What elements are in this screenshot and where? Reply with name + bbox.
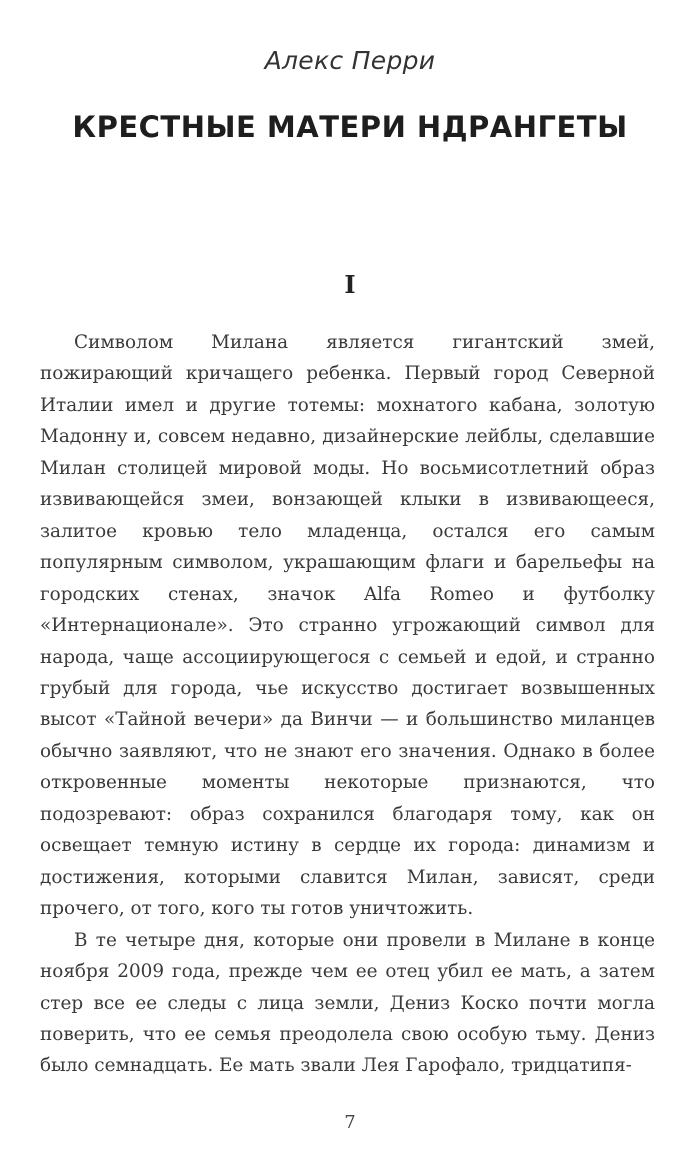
author-name: Алекс Перри xyxy=(264,46,436,75)
chapter-number: I xyxy=(344,270,356,299)
paragraph: Символом Милана является гигантский змей, пожирающий кричащего ребенка. Первый город Северной Италии имел и другие тотемы: мохнатого кабана, золотую Мадонну и, совсем недавно, дизайнерские лейблы, сделавшие Милан столицей мировой моды. Но восьмисотлетний образ извивающейся змеи, вонзающей клыки в извивающееся, залитое кровью тело младенца, остался его самым популярным символом, украшающим флаги и барельефы на городских стенах, значок Alfa Romeo и футболку «Интернационале». Это странно угрожающий символ для народа, чаще ассоциирующегося с семьей и едой, и странно грубый для города, чье искусство достигает возвышенных высот «Тайной вечери» да Винчи — и большинство миланцев обычно заявляют, что не знают его значения. Однако в более откровенные моменты некоторые признаются, что подозревают: образ сохранился благодаря тому, как он освещает темную истину в сердце их города: динамизм и достижения, которыми славится Милан, зависят, среди прочего, от того, кого ты готов уничтожить. xyxy=(40,332,655,920)
chapter-body xyxy=(40,327,655,1082)
paragraph: В те четыре дня, которые они провели в Милане в конце ноября 2009 года, прежде чем ее отец убил ее мать, а затем стер все ее следы с лица земли, Дениз Коско почти могла поверить, что ее семья преодолела свою особую тьму. Дениз было семнадцать. Ее мать звали Лея Гарофало, тридцатипя- xyxy=(40,929,655,1077)
page-number: 7 xyxy=(344,1112,356,1133)
book-title: КРЕСТНЫЕ МАТЕРИ НДРАНГЕТЫ xyxy=(72,110,628,144)
